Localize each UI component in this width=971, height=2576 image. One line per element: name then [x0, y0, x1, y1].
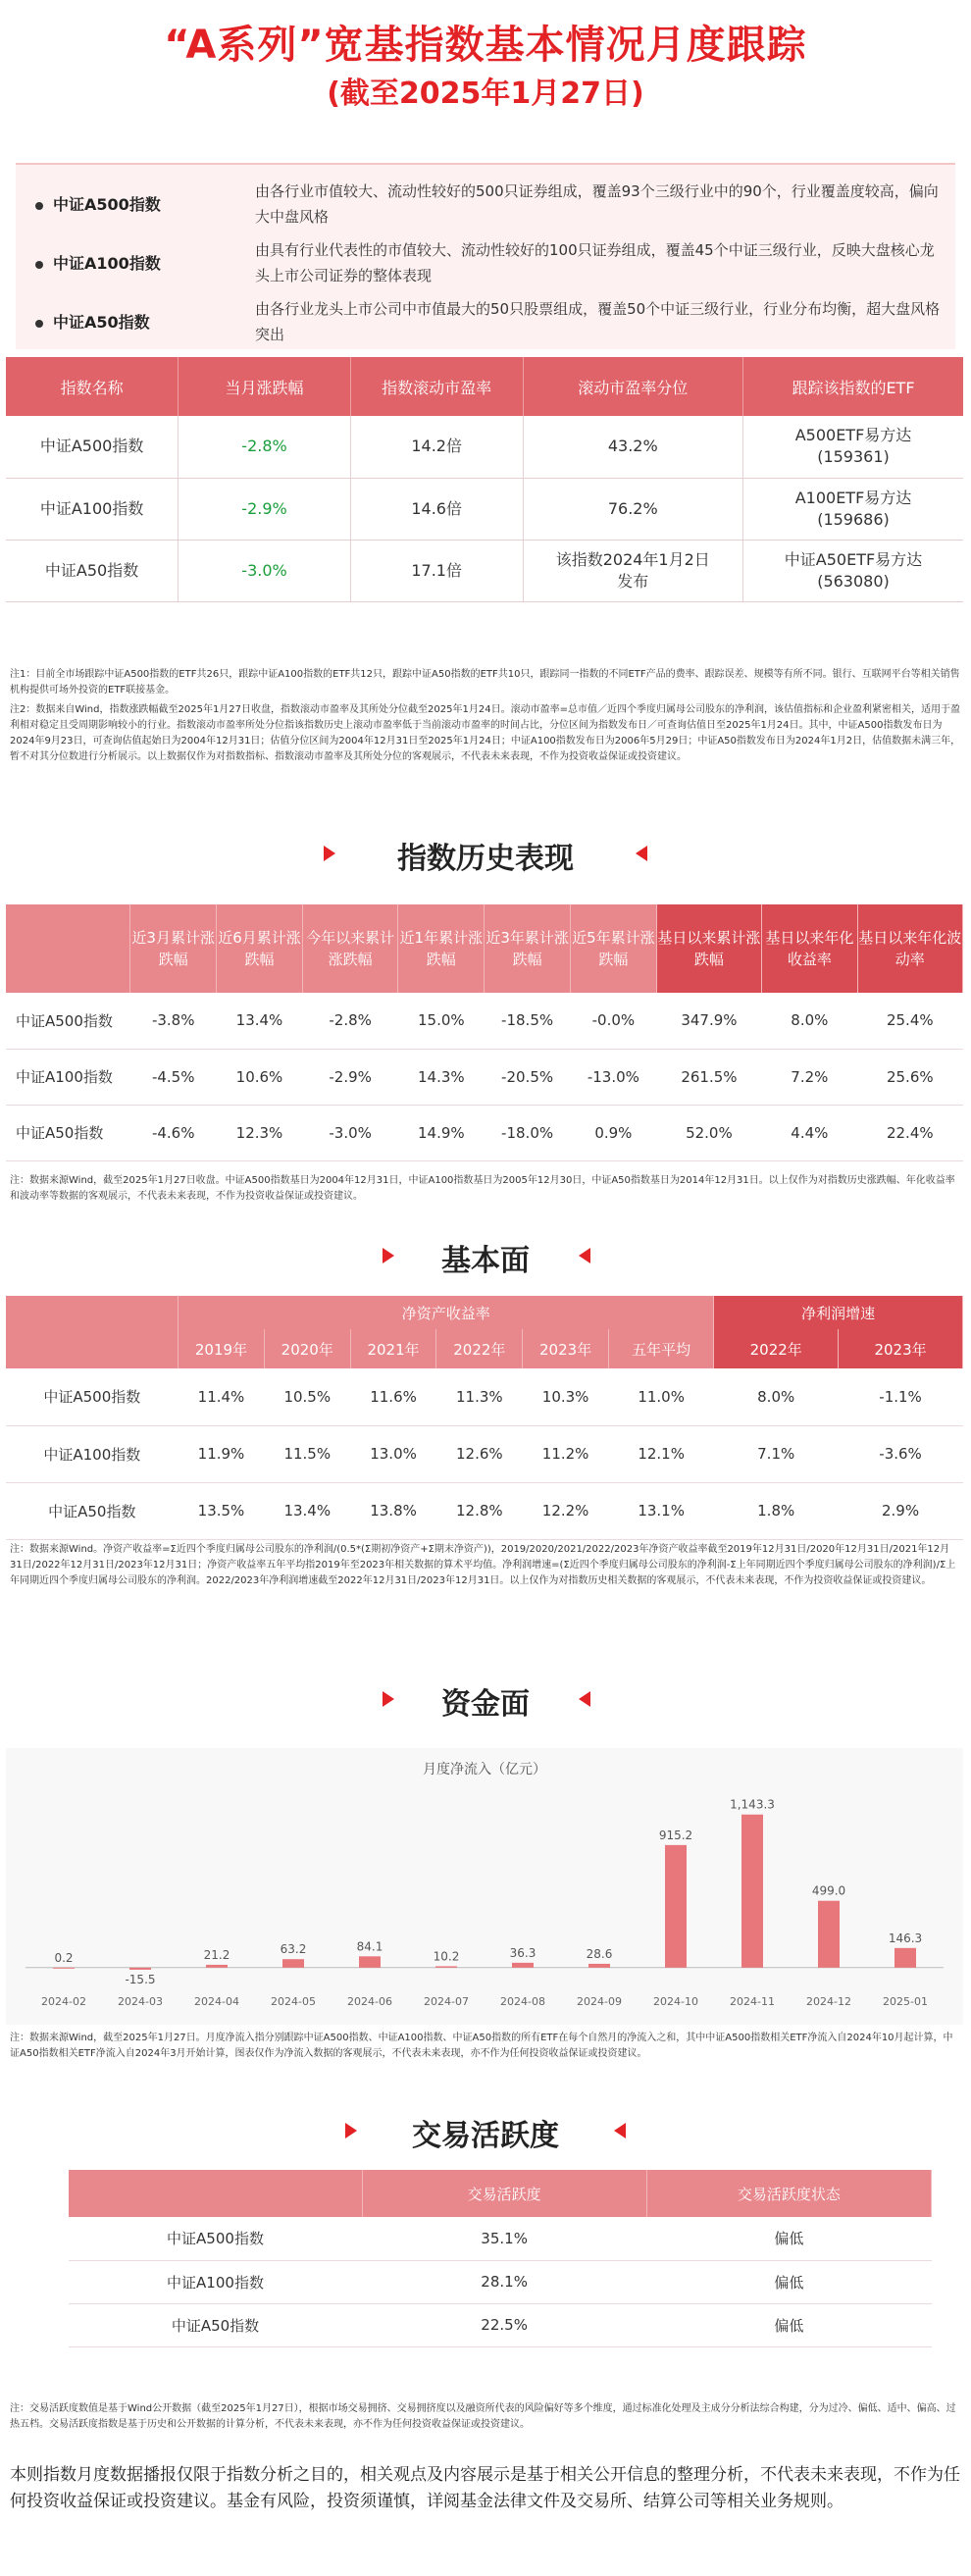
- col-header: 指数名称: [6, 357, 179, 416]
- etf-code: (159686): [817, 509, 890, 529]
- value-cell: -1.1%: [839, 1368, 963, 1425]
- value-cell: 11.2%: [523, 1425, 609, 1482]
- value-cell: -3.6%: [839, 1425, 963, 1482]
- col-header: 滚动市盈率分位: [523, 357, 742, 416]
- etf-code: (159361): [817, 447, 890, 467]
- value-cell: 14.3%: [398, 1049, 485, 1105]
- chart-bar: [512, 1963, 534, 1968]
- col-header: 2022年: [436, 1329, 523, 1368]
- index-name-cell: 中证A50指数: [6, 1105, 130, 1160]
- col-header: 五年平均: [609, 1329, 714, 1368]
- value-cell: 11.9%: [179, 1425, 265, 1482]
- bullet-icon: [35, 202, 43, 210]
- value-cell: 10.3%: [523, 1368, 609, 1425]
- index-name-cell: 中证A50指数: [6, 540, 179, 601]
- value-cell: 11.6%: [350, 1368, 436, 1425]
- net-inflow-chart: [6, 1748, 963, 2025]
- value-cell: 12.8%: [436, 1482, 523, 1539]
- etf-name: A100ETF易方达: [794, 488, 912, 507]
- fundamentals-table: [6, 1296, 963, 1540]
- etf-name: 中证A50ETF易方达: [784, 549, 923, 569]
- chart-data-label: 28.6: [586, 1946, 613, 1961]
- value-cell: -13.0%: [570, 1049, 656, 1105]
- table-row: [6, 478, 963, 540]
- activity-value-cell: 28.1%: [362, 2260, 646, 2303]
- col-header: 2020年: [264, 1329, 350, 1368]
- col-header: 2023年: [523, 1329, 609, 1368]
- chart-tick-label: 2024-04: [194, 1995, 239, 2008]
- page-subtitle: (截至2025年1月27日): [327, 77, 644, 111]
- monthly-change-cell: -2.9%: [179, 478, 351, 540]
- col-header-blank: [6, 904, 130, 993]
- value-cell: 347.9%: [656, 993, 761, 1049]
- history-table: [6, 904, 963, 1161]
- value-cell: 2.9%: [839, 1482, 963, 1539]
- chart-tick-label: 2024-12: [806, 1995, 851, 2008]
- value-cell: -0.0%: [570, 993, 656, 1049]
- value-cell: 13.4%: [217, 993, 303, 1049]
- index-name-cell: 中证A500指数: [69, 2217, 362, 2260]
- chart-bar: [359, 1956, 381, 1967]
- activity-value-cell: 35.1%: [362, 2217, 646, 2260]
- value-cell: -3.8%: [130, 993, 217, 1049]
- activity-status-cell: 偏低: [646, 2260, 931, 2303]
- value-cell: -2.9%: [302, 1049, 398, 1105]
- chart-bar: [129, 1968, 151, 1970]
- col-group-header: 净资产收益率: [179, 1296, 714, 1329]
- value-cell: 25.6%: [857, 1049, 962, 1105]
- value-cell: -18.0%: [485, 1105, 571, 1160]
- table-row: [69, 2260, 932, 2303]
- chart-bar: [206, 1965, 228, 1968]
- chart-data-label: 0.2: [54, 1950, 74, 1965]
- index-name-cell: 中证A50指数: [6, 1482, 179, 1539]
- col-header: 近3月累计涨跌幅: [130, 904, 217, 993]
- value-cell: 13.5%: [179, 1482, 265, 1539]
- col-header: 交易活跃度: [362, 2170, 646, 2217]
- index-intro-card: [16, 163, 955, 349]
- chart-bar: [894, 1948, 916, 1968]
- table-row: [6, 1368, 963, 1425]
- table-header-row: [6, 904, 963, 993]
- pe-cell: 17.1倍: [350, 540, 523, 601]
- chart-data-label: 499.0: [811, 1883, 846, 1898]
- col-header: 2023年: [839, 1329, 963, 1368]
- table-header-row: [6, 1296, 963, 1329]
- chart-tick-label: 2024-08: [500, 1995, 545, 2008]
- col-header: 2021年: [350, 1329, 436, 1368]
- pe-percentile-cell: 43.2%: [523, 416, 742, 478]
- section-title-activity: 交易活跃度: [412, 2119, 559, 2153]
- chart-tick-label: 2024-07: [424, 1995, 469, 2008]
- chart-svg: [6, 1748, 963, 2025]
- col-group-header: 净利润增速: [714, 1296, 963, 1329]
- index-name-cell: 中证A100指数: [6, 1425, 179, 1482]
- activity-status-cell: 偏低: [646, 2217, 931, 2260]
- intro-index-desc: 由各行业市值较大、流动性较好的500只证券组成，覆盖93个三级行业中的90个，行业覆盖度较高，偏向大中盘风格: [255, 182, 939, 226]
- value-cell: 8.0%: [714, 1368, 839, 1425]
- value-cell: 13.1%: [609, 1482, 714, 1539]
- chart-data-label: -15.5: [125, 1972, 156, 1986]
- col-header: 指数滚动市盈率: [350, 357, 523, 416]
- chart-tick-label: 2024-11: [730, 1995, 775, 2008]
- value-cell: 11.3%: [436, 1368, 523, 1425]
- table-header-row: [69, 2170, 932, 2217]
- col-header: 基日以来年化收益率: [762, 904, 858, 993]
- col-header: 交易活跃度状态: [646, 2170, 931, 2217]
- intro-index-name: [35, 251, 161, 274]
- chart-data-label: 63.2: [280, 1942, 307, 1957]
- chart-bar: [282, 1959, 304, 1968]
- col-header: 今年以来累计涨跌幅: [302, 904, 398, 993]
- chart-tick-label: 2024-10: [653, 1995, 698, 2008]
- value-cell: 12.1%: [609, 1425, 714, 1482]
- table-row: [6, 1049, 963, 1105]
- intro-name-text: 中证A50指数: [53, 313, 150, 332]
- table-row: [6, 1105, 963, 1160]
- section-title-fundamentals: 基本面: [441, 1244, 530, 1278]
- etf-name: A500ETF易方达: [794, 426, 912, 445]
- col-header: 当月涨跌幅: [179, 357, 351, 416]
- col-header: 近3年累计涨跌幅: [485, 904, 571, 993]
- chart-bar: [53, 1968, 75, 1969]
- table-row: [69, 2303, 932, 2346]
- intro-index-desc: 由各行业龙头上市公司中市值最大的50只股票组成，覆盖50个中证三级行业，行业分布均衡，超大盘风格突出: [255, 300, 941, 343]
- value-cell: 4.4%: [762, 1105, 858, 1160]
- index-name-cell: 中证A500指数: [6, 993, 130, 1049]
- chart-bar: [741, 1815, 763, 1968]
- value-cell: 10.6%: [217, 1049, 303, 1105]
- value-cell: -18.5%: [485, 993, 571, 1049]
- section-title-history: 指数历史表现: [397, 842, 574, 876]
- table-row: [6, 993, 963, 1049]
- intro-index-desc: 由具有行业代表性的市值较大、流动性较好的100只证券组成，覆盖45个中证三级行业，反映大盘核心龙头上市公司证券的整体表现: [255, 241, 935, 284]
- bullet-icon: [35, 261, 43, 269]
- index-name-cell: 中证A100指数: [6, 1049, 130, 1105]
- col-header: 基日以来年化波动率: [857, 904, 962, 993]
- bullet-icon: [35, 320, 43, 328]
- monthly-change-cell: -3.0%: [179, 540, 351, 601]
- chart-bar: [818, 1901, 840, 1968]
- index-name-cell: 中证A100指数: [69, 2260, 362, 2303]
- table-header-row: [6, 357, 963, 416]
- chart-data-label: 146.3: [888, 1931, 923, 1945]
- chart-data-label: 915.2: [658, 1828, 693, 1842]
- intro-index-name: [35, 192, 161, 215]
- col-header-blank: [69, 2170, 362, 2217]
- index-name-cell: 中证A500指数: [6, 1368, 179, 1425]
- value-cell: 11.0%: [609, 1368, 714, 1425]
- history-note: 注：数据来源Wind，截至2025年1月27日收盘。中证A500指数基日为2004年12月31日，中证A100指数基日为2005年12月30日，中证A50指数基日为2014年12月31日。以上仅作为对指数历史涨跌幅、年化收益率和波动率等数据的客观展示，不代表未来表现，不作为投资收益保证或投资建议。: [10, 1175, 955, 1202]
- funds-note: 注：数据来源Wind，截至2025年1月27日。月度净流入指分别跟踪中证A500指数、中证A100指数、中证A50指数的所有ETF在每个自然月的净流入之和，其中中证A500指数相关ETF净流入自2024年10月起计算，中证A50指数相关ETF净流入自2024年3月开始计算，图表仅作为净流入数据的客观展示，不代表未来表现，亦不作为任何投资收益保证或投资建议。: [10, 2033, 953, 2059]
- table-row: [6, 1425, 963, 1482]
- chart-title: 月度净流入（亿元）: [423, 1762, 546, 1777]
- value-cell: -4.5%: [130, 1049, 217, 1105]
- col-header: 2019年: [179, 1329, 265, 1368]
- value-cell: 52.0%: [656, 1105, 761, 1160]
- section-title-funds: 资金面: [441, 1687, 530, 1722]
- value-cell: 7.2%: [762, 1049, 858, 1105]
- value-cell: 12.2%: [523, 1482, 609, 1539]
- value-cell: 8.0%: [762, 993, 858, 1049]
- col-header: 近1年累计涨跌幅: [398, 904, 485, 993]
- chart-tick-label: 2024-09: [577, 1995, 622, 2008]
- table-row: [6, 1482, 963, 1539]
- value-cell: -3.0%: [302, 1105, 398, 1160]
- chart-tick-label: 2024-03: [118, 1995, 163, 2008]
- index-name-cell: 中证A50指数: [69, 2303, 362, 2346]
- pe-percentile-cell: 76.2%: [523, 478, 742, 540]
- index-name-cell: 中证A100指数: [6, 478, 179, 540]
- fundamentals-note: 注：数据来源Wind。净资产收益率=Σ近四个季度归属母公司股东的净利润/(0.5*(Σ期初净资产+Σ期末净资产))，2019/2020/2021/2022/2023年净资产收益率截至2019年12月31日/2020年12月31日/2021年12月31日/2022年12月31日/2023年12月31日；净资产收益率五年平均指2019年至2023年相关数据的算术平均值。净利润增速=(Σ近四个季度归属母公司股东的净利润-Σ上年同期近四个季度归属母公司股东的净利润)/Σ上年同期近四个季度归属母公司股东的净利润。2022/2023年净利润增速截至2022年12月31日/2023年12月31日。以上仅作为对指数历史相关数据的客观展示，不代表未来表现，不作为投资收益保证或投资建议。: [10, 1544, 956, 1586]
- col-header: 跟踪该指数的ETF: [742, 357, 963, 416]
- pe-percentile-cell: 该指数2024年1月2日发布: [523, 540, 742, 601]
- activity-status-cell: 偏低: [646, 2303, 931, 2346]
- col-header: 基日以来累计涨跌幅: [656, 904, 761, 993]
- overview-note-1: 注1：目前全市场跟踪中证A500指数的ETF共26只，跟踪中证A100指数的ETF共12只，跟踪中证A50指数的ETF共10只，跟踪同一指数的不同ETF产品的费率、跟踪误差、规模等有所不同。银行、互联网平台等相关销售机构提供可场外投资的ETF联接基金。: [10, 669, 960, 696]
- etf-cell: [742, 416, 963, 478]
- intro-index-name: [35, 310, 150, 333]
- table-row: [6, 540, 963, 601]
- value-cell: 13.4%: [264, 1482, 350, 1539]
- etf-cell: [742, 540, 963, 601]
- chart-bar: [435, 1966, 457, 1967]
- value-cell: 13.8%: [350, 1482, 436, 1539]
- value-cell: -4.6%: [130, 1105, 217, 1160]
- value-cell: 10.5%: [264, 1368, 350, 1425]
- chart-data-label: 1,143.3: [730, 1797, 775, 1812]
- index-name-cell: 中证A500指数: [6, 416, 179, 478]
- chart-data-label: 36.3: [509, 1945, 537, 1960]
- value-cell: 1.8%: [714, 1482, 839, 1539]
- col-header: 2022年: [714, 1329, 839, 1368]
- monthly-change-cell: -2.8%: [179, 416, 351, 478]
- activity-value-cell: 22.5%: [362, 2303, 646, 2346]
- value-cell: 0.9%: [570, 1105, 656, 1160]
- chart-tick-label: 2024-02: [41, 1995, 86, 2008]
- value-cell: 14.9%: [398, 1105, 485, 1160]
- value-cell: 13.0%: [350, 1425, 436, 1482]
- chart-tick-label: 2024-06: [347, 1995, 392, 2008]
- page-title: “A系列”宽基指数基本情况月度跟踪: [164, 23, 807, 68]
- etf-cell: [742, 478, 963, 540]
- value-cell: 12.6%: [436, 1425, 523, 1482]
- value-cell: 11.4%: [179, 1368, 265, 1425]
- value-cell: 7.1%: [714, 1425, 839, 1482]
- table-row: [69, 2217, 932, 2260]
- col-header-blank: [6, 1296, 179, 1368]
- activity-note: 注：交易活跃度数值是基于Wind公开数据（截至2025年1月27日），根据市场交易拥挤、交易拥挤度以及融资所代表的风险偏好等多个维度，通过标准化处理及主成分分析法综合构建，分为过冷、偏低、适中、偏高、过热五档。交易活跃度指数是基于历史和公开数据的计算分析，不代表未来表现，亦不作为任何投资收益保证或投资建议。: [10, 2403, 956, 2430]
- value-cell: 12.3%: [217, 1105, 303, 1160]
- pe-cell: 14.2倍: [350, 416, 523, 478]
- value-cell: 22.4%: [857, 1105, 962, 1160]
- overview-table: [6, 357, 963, 602]
- col-header: 近6月累计涨跌幅: [217, 904, 303, 993]
- chart-marks: [41, 1798, 928, 2008]
- overview-note-2: 注2：数据来自Wind，指数涨跌幅截至2025年1月27日收盘，指数滚动市盈率及其所处分位截至2025年1月24日。滚动市盈率=总市值／近四个季度归属母公司股东的净利润，该估值指标和企业盈利紧密相关，适用于盈利相对稳定且受周期影响较小的行业。指数滚动市盈率所处分位指该指数历史上滚动市盈率低于当前滚动市盈率的时间占比，分位区间为指数发布日／可查询估值日至2025年1月24日。其中，中证A500指数发布日为2024年9月23日，可查询估值起始日为2004年12月31日；估值分位区间为2004年12月31日至2025年1月24日；中证A100指数发布日为2006年5月29日；中证A50指数发布日为2024年1月2日，估值数据未满三年，暂不对其分位数进行分析展示。以上数据仅作为对指数指标、指数滚动市盈率及其所处分位的客观展示，不代表未来表现，不作为投资收益保证或投资建议。: [10, 704, 961, 762]
- chart-data-label: 84.1: [356, 1939, 383, 1954]
- chart-data-label: 21.2: [203, 1947, 230, 1962]
- value-cell: 25.4%: [857, 993, 962, 1049]
- etf-code: (563080): [817, 571, 890, 591]
- value-cell: 15.0%: [398, 993, 485, 1049]
- chart-tick-label: 2024-05: [271, 1995, 316, 2008]
- col-header: 近5年累计涨跌幅: [570, 904, 656, 993]
- pe-cell: 14.6倍: [350, 478, 523, 540]
- chart-bar: [588, 1964, 610, 1968]
- value-cell: -2.8%: [302, 993, 398, 1049]
- table-row: [6, 416, 963, 478]
- chart-tick-label: 2025-01: [883, 1995, 928, 2008]
- activity-table: [69, 2170, 932, 2347]
- chart-data-label: 10.2: [433, 1949, 460, 1964]
- intro-name-text: 中证A100指数: [53, 254, 161, 273]
- chart-bar: [665, 1845, 687, 1968]
- value-cell: 11.5%: [264, 1425, 350, 1482]
- value-cell: 261.5%: [656, 1049, 761, 1105]
- intro-name-text: 中证A500指数: [53, 195, 161, 214]
- value-cell: -20.5%: [485, 1049, 571, 1105]
- disclaimer-text: 本则指数月度数据播报仅限于指数分析之目的，相关观点及内容展示是基于相关公开信息的整理分析，不代表未来表现，不作为任何投资收益保证或投资建议。基金有风险，投资须谨慎，详阅基金法律文件及交易所、结算公司等相关业务规则。: [10, 2465, 960, 2511]
